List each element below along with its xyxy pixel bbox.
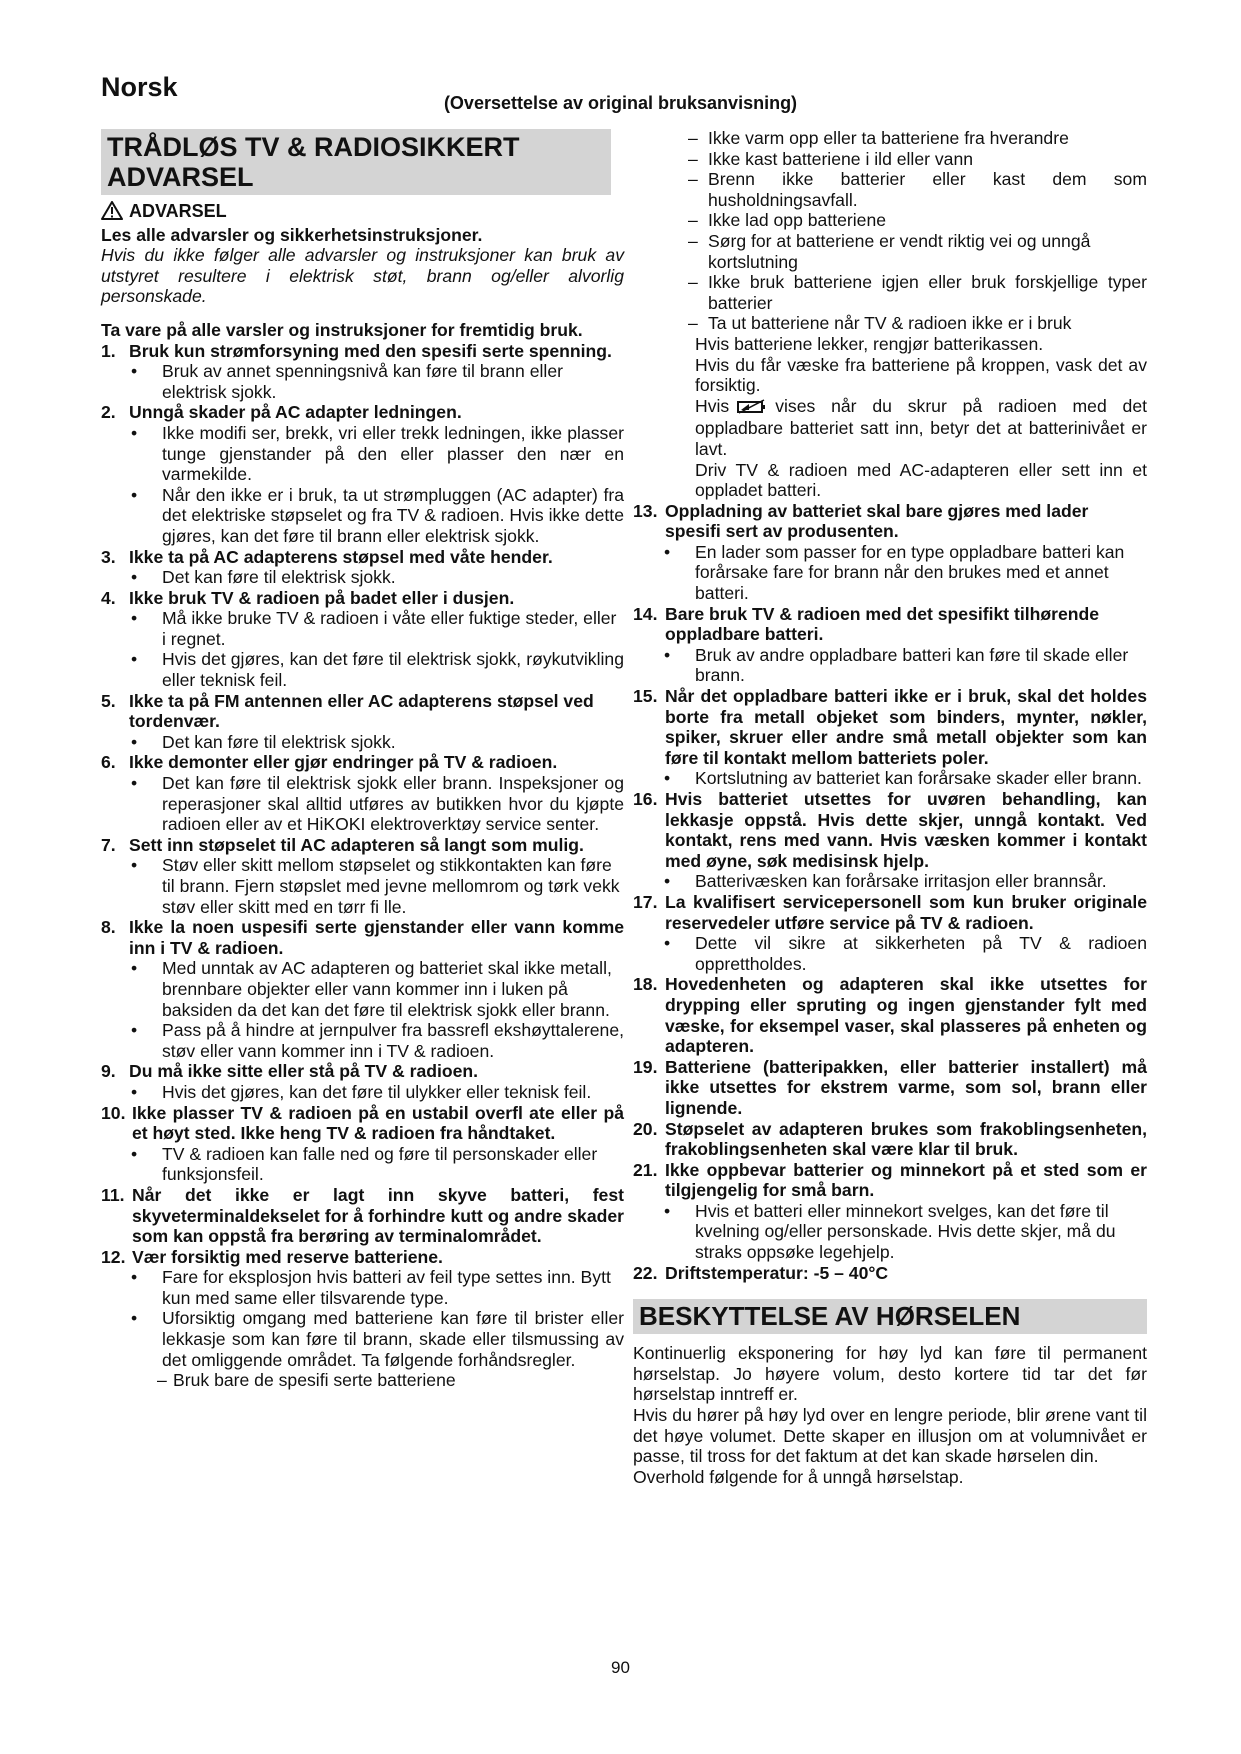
hearing-paragraph-1: Kontinuerlig eksponering for høy lyd kan føre til permanent hørselstap. Jo høyere volum, desto kortere tid tar det før hørselstap inntreff er.: [633, 1343, 1147, 1405]
note-text: Hvis: [695, 395, 730, 416]
bullet-text: Støv eller skitt mellom støpselet og stikkontakten kan føre til brann. Fjern støpslet med jevne mellomrom og tørk vekk støv eller skitt med en tørr fi lle.: [162, 855, 620, 917]
list-item-18: [633, 974, 1147, 1056]
section-title-wireless-safety: [101, 129, 611, 195]
item-title: La kvalifisert servicepersonell som kun bruker originale reservedeler utføre service på TV & radioen.: [665, 891, 1147, 933]
list-item-1: [101, 341, 624, 362]
section-title-hearing-protection: BESKYTTELSE AV HØRSELEN: [633, 1299, 1147, 1334]
item-number: 12.: [101, 1246, 126, 1267]
item-title: Ikke oppbevar batterier og minnekort på et sted som er tilgjengelig for små barn.: [665, 1159, 1147, 1201]
intro-bold: Les alle advarsler og sikkerhetsinstruksjoner.: [101, 224, 483, 245]
list-bullet: • Kortslutning av batteriet kan forårsake skader eller brann.: [664, 768, 1142, 789]
list-bullet: • Det kan føre til elektrisk sjokk.: [131, 731, 396, 752]
intro-italic: Hvis du ikke følger alle advarsler og instruksjoner kan bruk av utstyret resultere i elektrisk støt, brann og/eller alvorlig personskade.: [101, 245, 624, 307]
left-column: [101, 129, 624, 1391]
dash-text: Ta ut batteriene når TV & radioen ikke er i bruk: [708, 313, 1072, 334]
list-bullet: • Dette vil sikre at sikkerheten på TV & radioen opprettholdes.: [664, 933, 1147, 974]
item-number: 7.: [101, 834, 116, 855]
spacer: [101, 307, 624, 320]
list-item-19: [633, 1057, 1147, 1119]
list-item-22: [633, 1263, 1147, 1284]
list-bullet: • Uforsiktig omgang med batteriene kan føre til brister eller lekkasje som kan føre til brann, skade eller tilsmussing av det omliggende området. Ta følgende forhåndsregler.: [131, 1308, 624, 1370]
item-number: 14.: [633, 603, 658, 624]
language-label: Norsk: [101, 72, 178, 102]
item-title: Ikke la noen uspesifi serte gjenstander eller vann komme inn i TV & radioen.: [129, 917, 624, 958]
list-item-7: [101, 835, 624, 856]
bullet-text: TV & radioen kan falle ned og føre til personskader eller funksjonsfeil.: [162, 1143, 598, 1185]
item-number: 6.: [101, 752, 116, 773]
bullet-text: Det kan føre til elektrisk sjokk.: [162, 567, 396, 588]
list-item-21: [633, 1160, 1147, 1201]
bullet-text: Når den ikke er i bruk, ta ut strømpluggen (AC adapter) fra det elektriske støpselet og fra TV & radioen. Hvis ikke dette gjøres, kan det føre til brann eller elektrisk sjokk.: [162, 484, 624, 546]
list-dash: – Ikke bruk batteriene igjen eller bruk forskjellige typer batterier: [688, 272, 1147, 313]
list-bullet: • Ikke modifi ser, brekk, vri eller trekk ledningen, ikke plasser tunge gjenstander på den eller plasser den nær en varmekilde.: [131, 422, 624, 485]
item-title: Driftstemperatur: -5 – 40°C: [665, 1262, 889, 1283]
item-number: 20.: [633, 1118, 658, 1139]
item-title: Oppladning av batteriet skal bare gjøres med lader spesifi sert av produsenten.: [665, 500, 1089, 542]
list-item-6: [101, 752, 624, 773]
bullet-text: Kortslutning av batteriet kan forårsake skader eller brann.: [695, 768, 1142, 789]
list-bullet: • Hvis det gjøres, kan det føre til ulykker eller teknisk feil.: [131, 1081, 592, 1102]
bullet-text: Hvis det gjøres, kan det føre til ulykker eller teknisk feil.: [162, 1081, 592, 1102]
list-dash: – Ta ut batteriene når TV & radioen ikke er i bruk: [688, 313, 1072, 334]
list-dash: – Ikke varm opp eller ta batteriene fra hverandre: [688, 128, 1069, 148]
bullet-text: Må ikke bruke TV & radioen i våte eller fuktige steder, eller i regnet.: [162, 608, 617, 649]
list-bullet: • Hvis et batteri eller minnekort svelges, kan det føre til kvelning og/eller personskade. Hvis dette skjer, må du straks oppsøke legehjelp.: [664, 1200, 1116, 1263]
item-title: Ikke ta på FM antennen eller AC adapterens støpsel ved tordenvær.: [129, 690, 594, 732]
hearing-paragraph-3: Overhold følgende for å unngå hørselstap.: [633, 1466, 964, 1487]
dash-text: Ikke varm opp eller ta batteriene fra hverandre: [708, 128, 1069, 148]
bullet-text: Pass på å hindre at jernpulver fra bassrefl ekshøyttalerene, støv eller vann kommer inn i TV & radioen.: [162, 1020, 624, 1061]
bullet-text: Det kan føre til elektrisk sjokk eller brann. Inspeksjoner og reperasjoner skal alltid utføres av butikken hvor du kjøpte radioen eller av et HiKOKI elektroverktøy service senter.: [162, 773, 624, 835]
item-title: Når det oppladbare batteri ikke er i bruk, skal det holdes borte fra metall objeket som binders, mynter, nøkler, spiker, skruer eller andre små metall objekter som kan føre til kontakt mellom batteriets poler.: [665, 686, 1147, 768]
bullet-text: Dette vil sikre at sikkerheten på TV & radioen opprettholdes.: [695, 933, 1147, 974]
item-number: 15.: [633, 686, 658, 707]
item-title: Bruk kun strømforsyning med den spesifi serte spenning.: [129, 340, 612, 361]
battery-skin-note: Hvis du får væske fra batteriene på kroppen, vask det av forsiktig.: [695, 354, 1147, 396]
bullet-text: Batterivæsken kan forårsake irritasjon eller brannsår.: [695, 871, 1107, 892]
list-bullet: • Må ikke bruke TV & radioen i våte eller fuktige steder, eller i regnet.: [131, 608, 617, 649]
list-item-16: [633, 789, 1147, 871]
item-title: Du må ikke sitte eller stå på TV & radioen.: [129, 1061, 479, 1082]
item-title: Batteriene (batteripakken, eller batterier installert) må ikke utsettes for ekstrem varme, som sol, brann eller lignende.: [665, 1056, 1147, 1118]
item-title: Unngå skader på AC adapter ledningen.: [129, 402, 462, 423]
right-column: [633, 128, 1147, 1487]
list-bullet: • Batterivæsken kan forårsake irritasjon eller brannsår.: [664, 871, 1107, 892]
item-title: Bare bruk TV & radioen med det spesifikt tilhørende oppladbare batteri.: [665, 603, 1100, 645]
item-number: 8.: [101, 917, 116, 938]
section-title-line2: ADVARSEL: [107, 162, 254, 192]
drive-note: Driv TV & radioen med AC-adapteren eller sett inn et oppladet batteri.: [695, 459, 1147, 501]
item-title: Hovedenheten og adapteren skal ikke utsettes for drypping eller spruting og ingen gjenstander fylt med væske, for eksempel vaser, skal plasseres på enheten og adapteren.: [665, 974, 1147, 1057]
list-item-3: [101, 547, 624, 568]
dash-text: Ikke lad opp batteriene: [708, 210, 887, 231]
warning-heading: [101, 201, 624, 225]
page-number: 90: [611, 1658, 630, 1677]
item-number: 5.: [101, 690, 116, 711]
list-item-12: [101, 1247, 624, 1268]
list-bullet: • Hvis det gjøres, kan det føre til elektrisk sjokk, røykutvikling eller teknisk feil.: [131, 649, 624, 691]
bullet-text: Med unntak av AC adapteren og batteriet skal ikke metall, brennbare objekter eller vann kommer inn i luken på baksiden da det kan det føre til elektrisk sjokk eller brann.: [162, 958, 612, 1020]
item-number: 2.: [101, 402, 116, 423]
list-item-20: [633, 1119, 1147, 1160]
dash-text: Ikke bruk batteriene igjen eller bruk forskjellige typer batterier: [708, 272, 1147, 313]
list-item-15: [633, 686, 1147, 768]
item-number: 1.: [101, 340, 116, 361]
note-text: vises når du skrur på radioen med det oppladbare batteriet satt inn, betyr det at batterinivået er lavt.: [695, 395, 1147, 459]
warning-triangle-icon: [101, 201, 123, 225]
list-bullet: • Det kan føre til elektrisk sjokk.: [131, 567, 396, 588]
item-number: 10.: [101, 1102, 126, 1123]
list-bullet: • Fare for eksplosjon hvis batteri av feil type settes inn. Bytt kun med same eller tilsvarende type.: [131, 1267, 611, 1308]
item-title: Når det ikke er lagt inn skyve batteri, fest skyveterminaldekselet for å forhindre kutt og andre skader som kan oppstå fra berøring av terminalområdet.: [132, 1184, 624, 1247]
item-title: Vær forsiktig med reserve batteriene.: [132, 1246, 443, 1267]
list-item-2: [101, 402, 624, 423]
bullet-text: Bruk av andre oppladbare batteri kan føre til skade eller brann.: [695, 644, 1129, 686]
item-number: 22.: [633, 1262, 658, 1283]
list-item-5: [101, 691, 624, 732]
list-bullet: • Med unntak av AC adapteren og batteriet skal ikke metall, brennbare objekter eller vann kommer inn i luken på baksiden da det kan det føre til elektrisk sjokk eller brann.: [131, 958, 612, 1020]
hearing-paragraph-2: Hvis du hører på høy lyd over en lengre periode, blir ørene vant til det høye volumet. Dette skaper en illusjon om at volumnivået er passe, til tross for det faktum at det kan skade hørselen din.: [633, 1405, 1147, 1467]
item-number: 19.: [633, 1056, 658, 1077]
list-bullet: • TV & radioen kan falle ned og føre til personskader eller funksjonsfeil.: [131, 1143, 598, 1185]
item-number: 21.: [633, 1159, 658, 1180]
list-item-13: [633, 501, 1147, 542]
list-item-17: [633, 892, 1147, 933]
battery-leak-note: Hvis batteriene lekker, rengjør batterikassen.: [695, 333, 1044, 354]
item-title: Ikke demonter eller gjør endringer på TV & radioen.: [129, 752, 558, 773]
dash-text: Brenn ikke batterier eller kast dem som husholdningsavfall.: [708, 169, 1147, 210]
list-bullet: • En lader som passer for en type oppladbare batteri kan forårsake fare for brann når den brukes med et annet batteri.: [664, 541, 1125, 604]
bullet-text: Bruk av annet spenningsnivå kan føre til brann eller elektrisk sjokk.: [162, 361, 563, 402]
bullet-text: Fare for eksplosjon hvis batteri av feil type settes inn. Bytt kun med same eller tilsvarende type.: [162, 1267, 611, 1308]
list-bullet: • Pass på å hindre at jernpulver fra bassrefl ekshøyttalerene, støv eller vann kommer inn i TV & radioen.: [131, 1020, 624, 1061]
document-subtitle: (Oversettelse av original bruksanvisning): [443, 93, 798, 113]
list-item-10: [101, 1103, 624, 1144]
list-dash: – Ikke kast batteriene i ild eller vann: [688, 148, 974, 169]
list-bullet: • Det kan føre til elektrisk sjokk eller brann. Inspeksjoner og reperasjoner skal alltid utføres av butikken hvor du kjøpte radioen eller av et HiKOKI elektroverktøy service senter.: [131, 773, 624, 835]
dash-text: Sørg for at batteriene er vendt riktig vei og unngå kortslutning: [708, 230, 1091, 272]
item-title: Ikke bruk TV & radioen på badet eller i dusjen.: [129, 587, 515, 608]
item-title: Hvis batteriet utsettes for uvøren behandling, kan lekkasje oppstå. Hvis dette skjer, unngå kontakt. Ved kontakt, rens med vann. Hvis væsken kommer i kontakt med øyne, søk medisinsk hjelp.: [665, 789, 1147, 871]
list-bullet: • Bruk av andre oppladbare batteri kan føre til skade eller brann.: [664, 644, 1129, 686]
list-bullet: • Bruk av annet spenningsnivå kan føre til brann eller elektrisk sjokk.: [131, 361, 563, 402]
item-number: 11.: [101, 1184, 125, 1205]
item-number: 4.: [101, 587, 116, 608]
battery-low-icon: [737, 398, 767, 419]
dash-text: Bruk bare de spesifi serte batteriene: [173, 1370, 456, 1391]
item-number: 9.: [101, 1061, 116, 1082]
item-number: 18.: [633, 974, 658, 995]
list-item-14: [633, 604, 1147, 645]
item-title: Støpselet av adapteren brukes som frakoblingsenheten, frakoblingsenheten skal være klar til bruk.: [665, 1118, 1147, 1160]
bullet-text: Hvis det gjøres, kan det føre til elektrisk sjokk, røykutvikling eller teknisk feil.: [162, 649, 624, 691]
list-item-9: [101, 1061, 624, 1082]
list-item-11: [101, 1185, 624, 1247]
warning-label: ADVARSEL: [129, 201, 227, 221]
bullet-text: Uforsiktig omgang med batteriene kan føre til brister eller lekkasje som kan føre til brann, skade eller tilsmussing av det omliggende området. Ta følgende forhåndsregler.: [162, 1308, 624, 1370]
item-number: 13.: [633, 500, 658, 521]
list-dash: – Bruk bare de spesifi serte batteriene: [157, 1370, 456, 1391]
list-bullet: • Når den ikke er i bruk, ta ut strømpluggen (AC adapter) fra det elektriske støpselet og fra TV & radioen. Hvis ikke dette gjøres, kan det føre til brann eller elektrisk sjokk.: [131, 484, 624, 546]
low-battery-note: [633, 396, 1147, 460]
bullet-text: Hvis et batteri eller minnekort svelges, kan det føre til kvelning og/eller personskade. Hvis dette skjer, må du straks oppsøke legehjelp.: [695, 1200, 1116, 1263]
list-item-4: [101, 588, 624, 609]
list-dash: – Sørg for at batteriene er vendt riktig vei og unngå kortslutning: [688, 230, 1091, 272]
list-dash: – Ikke lad opp batteriene: [688, 210, 887, 231]
item-title: Ikke ta på AC adapterens støpsel med våte hender.: [129, 546, 553, 567]
dash-text: Ikke kast batteriene i ild eller vann: [708, 148, 974, 169]
item-number: 17.: [633, 891, 658, 912]
keep-instructions-notice: Ta vare på alle varsler og instruksjoner for fremtidig bruk.: [101, 319, 583, 340]
list-item-8: [101, 917, 624, 958]
bullet-text: Ikke modifi ser, brekk, vri eller trekk ledningen, ikke plasser tunge gjenstander på den eller plasser den nær en varmekilde.: [162, 422, 624, 485]
bullet-text: Det kan føre til elektrisk sjokk.: [162, 731, 396, 752]
list-dash: – Brenn ikke batterier eller kast dem som husholdningsavfall.: [688, 169, 1147, 210]
list-bullet: • Støv eller skitt mellom støpselet og stikkontakten kan føre til brann. Fjern støpslet med jevne mellomrom og tørk vekk støv eller skitt med en tørr fi lle.: [131, 855, 620, 917]
item-title: Sett inn støpselet til AC adapteren så langt som mulig.: [129, 834, 584, 855]
item-number: 3.: [101, 546, 116, 567]
item-number: 16.: [633, 789, 658, 809]
item-title: Ikke plasser TV & radioen på en ustabil overfl ate eller på et høyt sted. Ikke heng TV & radioen fra håndtaket.: [132, 1102, 624, 1144]
section-title-line1: TRÅDLØS TV & RADIOSIKKERT: [107, 132, 520, 162]
bullet-text: En lader som passer for en type oppladbare batteri kan forårsake fare for brann når den brukes med et annet batteri.: [695, 541, 1125, 604]
